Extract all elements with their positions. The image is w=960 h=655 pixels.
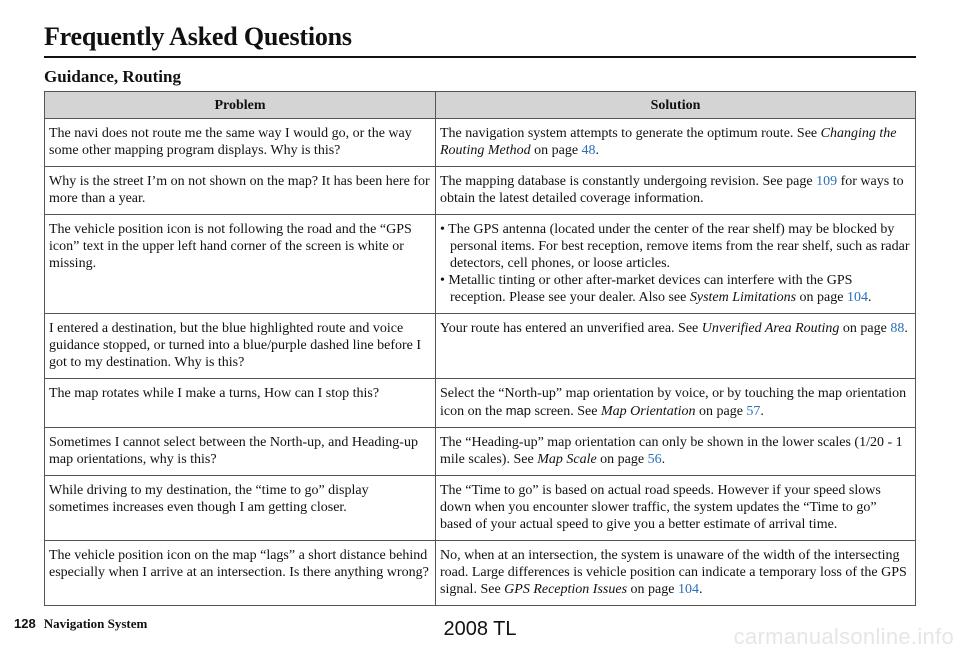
solution-text: on page bbox=[627, 582, 678, 597]
solution-text: . bbox=[595, 143, 600, 158]
solution-text: on page bbox=[839, 321, 891, 336]
table-row bbox=[45, 215, 916, 314]
solution-cell bbox=[436, 428, 916, 476]
table-header-row bbox=[45, 92, 916, 119]
solution-cell bbox=[436, 476, 916, 541]
problem-cell: Sometimes I cannot select between the North-up, and Heading-up map orientations, why is this? bbox=[45, 428, 436, 476]
solution-text: . bbox=[698, 582, 703, 597]
cross-reference-title: System Limitations bbox=[689, 290, 797, 305]
solution-text: No, when at an intersection, the system is unaware of the width of the intersecting road. Large differences is vehicle position can indicate a temporary loss of the GPS signal. See bbox=[440, 548, 907, 597]
solution-text: for ways to obtain the latest detailed coverage information. bbox=[440, 174, 904, 206]
table-row bbox=[45, 428, 916, 476]
table-row bbox=[45, 167, 916, 215]
solution-text: Select the “North-up” map orientation by voice, or by touching the map orientation icon on the bbox=[440, 386, 907, 419]
column-header-solution: Solution bbox=[436, 92, 916, 119]
solution-text: on page bbox=[530, 143, 582, 158]
solution-text: . bbox=[904, 321, 908, 336]
title-divider bbox=[44, 56, 916, 58]
solution-text: . bbox=[661, 452, 666, 467]
table-row bbox=[45, 314, 916, 379]
problem-cell: Why is the street I’m on not shown on the map? It has been here for more than a year. bbox=[45, 167, 436, 215]
page-link[interactable]: 57 bbox=[746, 404, 761, 419]
solution-text: The navigation system attempts to generate the optimum route. See bbox=[440, 126, 821, 141]
solution-cell bbox=[436, 215, 916, 314]
bullet-item: • The GPS antenna (located under the center of the rear shelf) may be blocked by personal items. For best reception, remove items from the rear shelf, such as radar detectors, cell phones, or loose articles. bbox=[440, 222, 910, 271]
model-watermark: 2008 TL bbox=[443, 618, 517, 640]
page-link[interactable]: 48 bbox=[581, 143, 596, 158]
solution-cell bbox=[436, 167, 916, 215]
solution-cell bbox=[436, 541, 916, 606]
problem-cell: The navi does not route me the same way I would go, or the way some other mapping program displays. Why is this? bbox=[45, 119, 436, 167]
faq-table bbox=[44, 91, 916, 606]
solution-text: . bbox=[867, 290, 872, 305]
problem-cell: While driving to my destination, the “time to go” display sometimes increases even though I am getting closer. bbox=[45, 476, 436, 541]
site-watermark: carmanualsonline.info bbox=[733, 624, 954, 649]
table-row bbox=[45, 119, 916, 167]
solution-cell bbox=[436, 119, 916, 167]
solution-text: on page bbox=[695, 404, 747, 419]
solution-text: on page bbox=[796, 290, 847, 305]
solution-cell bbox=[436, 379, 916, 428]
problem-cell: The vehicle position icon on the map “lags” a short distance behind especially when I arrive at an intersection. Is there anything wrong? bbox=[45, 541, 436, 606]
cross-reference-title: Map Scale bbox=[537, 452, 597, 467]
bullet-item bbox=[440, 272, 911, 306]
table-row bbox=[45, 541, 916, 606]
cross-reference-title: Unverified Area Routing bbox=[701, 321, 840, 336]
page-link[interactable]: 56 bbox=[647, 452, 662, 467]
cross-reference-title: Map Orientation bbox=[600, 404, 696, 419]
solution-text: . bbox=[760, 404, 764, 419]
page-title: Frequently Asked Questions bbox=[44, 22, 352, 51]
table-row bbox=[45, 379, 916, 428]
page-link[interactable]: 104 bbox=[846, 290, 868, 305]
solution-text: The mapping database is constantly undergoing revision. See page bbox=[440, 174, 817, 189]
solution-cell bbox=[436, 314, 916, 379]
column-header-problem: Problem bbox=[45, 92, 436, 119]
cross-reference-title: Changing the Routing Method bbox=[440, 126, 897, 158]
page-link[interactable]: 88 bbox=[890, 321, 905, 336]
solution-text: on page bbox=[596, 452, 648, 467]
section-heading: Guidance, Routing bbox=[44, 67, 181, 86]
solution-text: The “Time to go” is based on actual road speeds. However if your speed slows down when you encounter slower traffic, the system updates the “Time to go” based of your actual speed to give you a better estimate of arrival time. bbox=[440, 483, 881, 532]
cross-reference-title: GPS Reception Issues bbox=[504, 582, 628, 597]
solution-text: screen. See bbox=[531, 404, 601, 419]
solution-text: • Metallic tinting or other after-market devices can interfere with the GPS reception. Please see your dealer. Also see bbox=[440, 273, 853, 305]
solution-text: Your route has entered an unverified area. See bbox=[440, 321, 702, 336]
solution-text: The “Heading-up” map orientation can only be shown in the lower scales (1/20 - 1 mile scales). See bbox=[440, 435, 903, 467]
table-row bbox=[45, 476, 916, 541]
problem-cell: I entered a destination, but the blue highlighted route and voice guidance stopped, or turned into a blue/purple dashed line before I got to my destination. Why is this? bbox=[45, 314, 436, 379]
problem-cell: The vehicle position icon is not following the road and the “GPS icon” text in the upper left hand corner of the screen is white or missing. bbox=[45, 215, 436, 314]
page-link[interactable]: 109 bbox=[816, 174, 838, 189]
footer-label: Navigation System bbox=[43, 616, 148, 631]
screen-name: map bbox=[505, 403, 532, 418]
page-number: 128 bbox=[14, 616, 36, 631]
problem-cell: The map rotates while I make a turns, How can I stop this? bbox=[45, 379, 436, 428]
page-link[interactable]: 104 bbox=[677, 582, 699, 597]
